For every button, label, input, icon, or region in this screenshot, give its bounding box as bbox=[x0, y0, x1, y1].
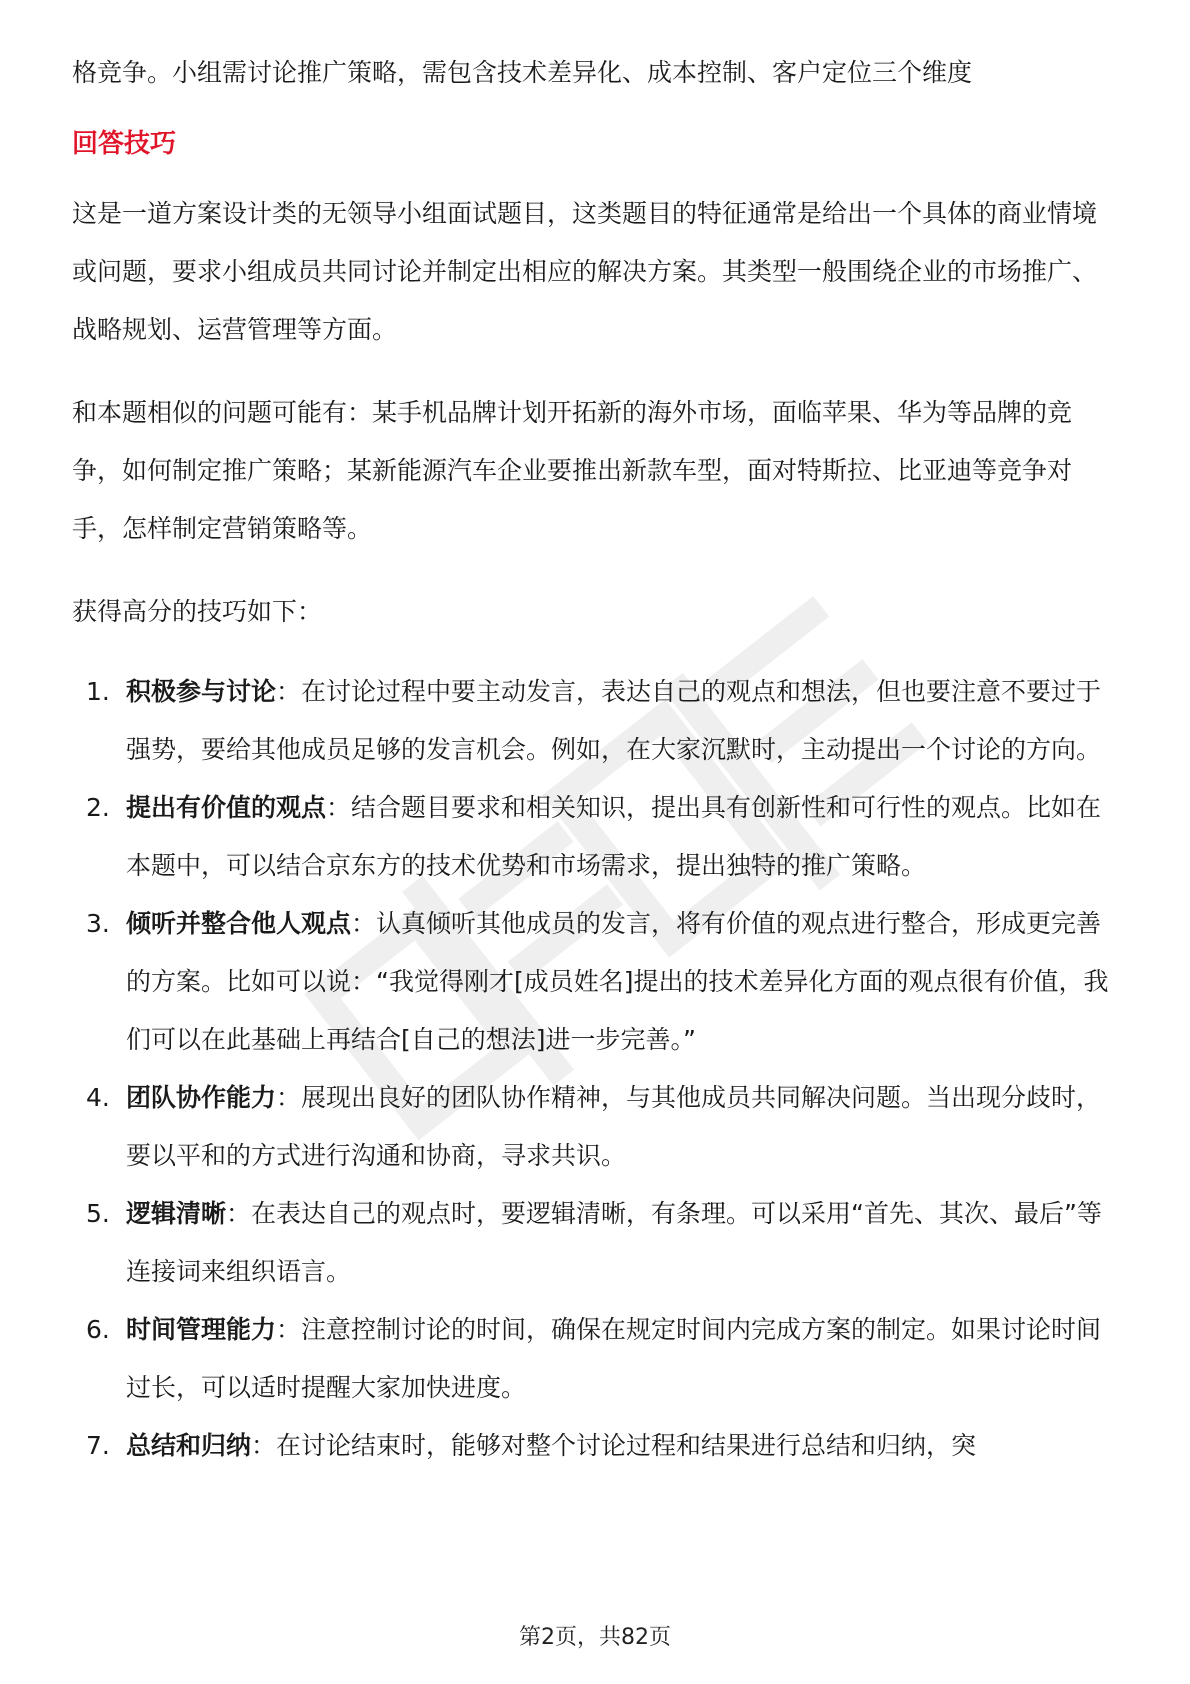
tips-list bbox=[72, 663, 1118, 1475]
list-item-text: ：认真倾听其他成员的发言，将有价值的观点进行整合，形成更完善的方案。比如可以说：“我觉得刚才[成员姓名]提出的技术差异化方面的观点很有价值，我们可以在此基础上再结合[自己的想法]进一步完善。” bbox=[126, 909, 1109, 1054]
list-item-title: 逻辑清晰 bbox=[126, 1199, 227, 1228]
list-item-text: ：在讨论结束时，能够对整个讨论过程和结果进行总结和归纳，突 bbox=[251, 1431, 977, 1460]
list-item-number: 3. bbox=[86, 909, 110, 938]
list-item-text: ：在讨论过程中要主动发言，表达自己的观点和想法，但也要注意不要过于强势，要给其他成员足够的发言机会。例如，在大家沉默时，主动提出一个讨论的方向。 bbox=[126, 677, 1102, 764]
list-item-number: 5. bbox=[86, 1199, 110, 1228]
list-item bbox=[72, 1185, 1118, 1301]
list-item-title: 积极参与讨论 bbox=[126, 677, 277, 706]
list-item bbox=[72, 895, 1118, 1069]
paragraph-tips-intro: 获得高分的技巧如下： bbox=[72, 597, 323, 626]
list-item-number: 2. bbox=[86, 793, 110, 822]
list-item bbox=[72, 1417, 1118, 1475]
list-item bbox=[72, 779, 1118, 895]
list-item-title: 倾听并整合他人观点 bbox=[126, 909, 352, 938]
list-item-number: 6. bbox=[86, 1315, 110, 1344]
paragraph-similar-questions: 和本题相似的问题可能有：某手机品牌计划开拓新的海外市场，面临苹果、华为等品牌的竞争，如何制定推广策略；某新能源汽车企业要推出新款车型，面对特斯拉、比亚迪等竞争对手，怎样制定营销策略等。 bbox=[72, 398, 1073, 543]
page-number-footer: 第2页，共82页 bbox=[519, 1625, 671, 1650]
section-title: 回答技巧 bbox=[72, 129, 177, 159]
list-item-number: 7. bbox=[86, 1431, 110, 1460]
list-item-text: ：结合题目要求和相关知识，提出具有创新性和可行性的观点。比如在本题中，可以结合京东方的技术优势和市场需求，提出独特的推广策略。 bbox=[126, 793, 1102, 880]
intro-tail-text: 格竞争。小组需讨论推广策略，需包含技术差异化、成本控制、客户定位三个维度 bbox=[72, 58, 973, 87]
list-item-title: 时间管理能力 bbox=[126, 1315, 277, 1344]
list-item-number: 1. bbox=[86, 677, 110, 706]
list-item-title: 提出有价值的观点 bbox=[126, 793, 327, 822]
list-item-number: 4. bbox=[86, 1083, 110, 1112]
document-content bbox=[72, 44, 1118, 1475]
list-item bbox=[72, 1069, 1118, 1185]
list-item-text: ：在表达自己的观点时，要逻辑清晰，有条理。可以采用“首先、其次、最后”等连接词来组织语言。 bbox=[126, 1199, 1102, 1286]
list-item-title: 团队协作能力 bbox=[126, 1083, 277, 1112]
list-item bbox=[72, 663, 1118, 779]
list-item-text: ：注意控制讨论的时间，确保在规定时间内完成方案的制定。如果讨论时间过长，可以适时提醒大家加快进度。 bbox=[126, 1315, 1102, 1402]
list-item-text: ：展现出良好的团队协作精神，与其他成员共同解决问题。当出现分歧时，要以平和的方式进行沟通和协商，寻求共识。 bbox=[126, 1083, 1102, 1170]
list-item-title: 总结和归纳 bbox=[126, 1431, 252, 1460]
list-item bbox=[72, 1301, 1118, 1417]
paragraph-question-type: 这是一道方案设计类的无领导小组面试题目，这类题目的特征通常是给出一个具体的商业情境或问题，要求小组成员共同讨论并制定出相应的解决方案。其类型一般围绕企业的市场推广、战略规划、运营管理等方面。 bbox=[72, 199, 1098, 344]
